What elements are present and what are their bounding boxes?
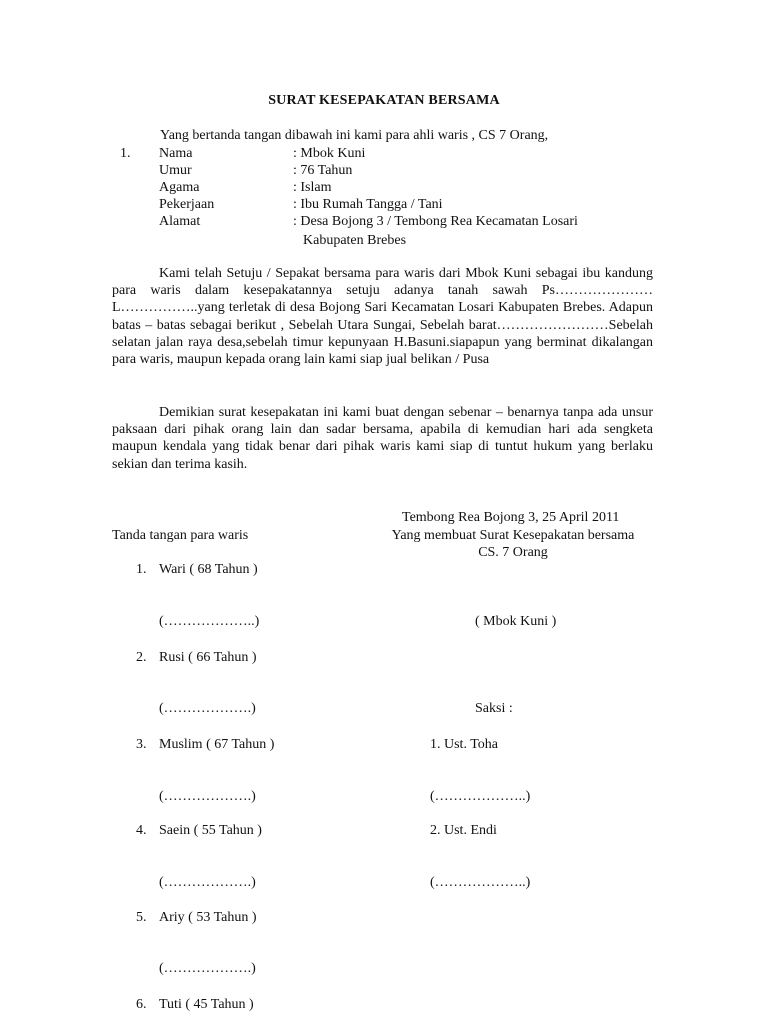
maker-heading: Yang membuat Surat Kesepakatan bersama	[391, 528, 635, 543]
agreement-paragraph-text: Kami telah Setuju / Sepakat bersama para waris dari Mbok Kuni sebagai ibu kandung para waris dalam kesepakatannya setuju adanya tanah sawah Ps…………………L……………..yang terletak di desa Bojong Sari Kecamatan Losari Kabupaten Brebes. Adapun batas – batas sebagai berikut , Sebelah Utara Sungai, Sebelah barat……………………Sebelah selatan jalan raya desa,sebelah timur kepunyaan H.Basuni.siapapun yang berminat dikalangan para waris, maupun kepada orang lain kami siap jual belikan / Pusa	[112, 266, 653, 368]
maker-subheading: CS. 7 Orang	[478, 545, 548, 560]
document-title: SURAT KESEPAKATAN BERSAMA	[268, 93, 500, 108]
field-value-umur: : 76 Tahun	[293, 163, 353, 178]
heir-signature-line: (……………….)	[159, 789, 256, 804]
intro-line: Yang bertanda tangan dibawah ini kami para ahli waris , CS 7 Orang,	[160, 128, 549, 143]
heir-signature-line: (……………….)	[159, 961, 256, 976]
field-value-alamat: : Desa Bojong 3 / Tembong Rea Kecamatan Losari	[293, 214, 578, 229]
heir-number: 5.	[136, 910, 147, 925]
witness-signature-line: (………………..)	[430, 789, 531, 804]
heir-number: 3.	[136, 737, 147, 752]
field-value-pekerjaan: : Ibu Rumah Tangga / Tani	[293, 197, 443, 212]
witness-signature-line: (………………..)	[430, 875, 531, 890]
heir-signature-line: (……………….)	[159, 875, 256, 890]
heir-name: Muslim ( 67 Tahun )	[159, 737, 275, 752]
heir-signature-line: (……………….)	[159, 701, 256, 716]
place-date: Tembong Rea Bojong 3, 25 April 2011	[402, 510, 620, 525]
field-label-nama: Nama	[159, 146, 193, 161]
heirs-signature-heading: Tanda tangan para waris	[112, 528, 249, 543]
maker-name: ( Mbok Kuni )	[475, 614, 557, 629]
field-value-nama: : Mbok Kuni	[293, 146, 366, 161]
heir-name: Ariy ( 53 Tahun )	[159, 910, 257, 925]
heir-number: 1.	[136, 562, 147, 577]
heir-number: 4.	[136, 823, 147, 838]
witness-name: 1. Ust. Toha	[430, 737, 498, 752]
person-number: 1.	[120, 146, 131, 161]
heir-name: Rusi ( 66 Tahun )	[159, 650, 257, 665]
field-label-umur: Umur	[159, 163, 192, 178]
field-label-alamat: Alamat	[159, 214, 201, 229]
witness-name: 2. Ust. Endi	[430, 823, 497, 838]
field-label-agama: Agama	[159, 180, 200, 195]
heir-name: Tuti ( 45 Tahun )	[159, 997, 254, 1012]
field-value-alamat-continued: Kabupaten Brebes	[303, 233, 407, 248]
heir-name: Wari ( 68 Tahun )	[159, 562, 258, 577]
closing-paragraph	[112, 404, 653, 473]
closing-paragraph-text: Demikian surat kesepakatan ini kami buat dengan sebenar – benarnya tanpa ada unsur paksaan dari pihak orang lain dan sadar bersama, apabila di kemudian hari ada sengketa maupun kendala yang tidak benar dari pihak waris kami siap di tuntut hukum yang berlaku sekian dan terima kasih.	[112, 405, 653, 472]
field-value-agama: : Islam	[293, 180, 332, 195]
heir-number: 2.	[136, 650, 147, 665]
heir-name: Saein ( 55 Tahun )	[159, 823, 262, 838]
heir-signature-line: (………………..)	[159, 614, 260, 629]
heir-number: 6.	[136, 997, 147, 1012]
field-label-pekerjaan: Pekerjaan	[159, 197, 215, 212]
agreement-paragraph	[112, 265, 653, 368]
witness-heading: Saksi :	[475, 701, 513, 716]
